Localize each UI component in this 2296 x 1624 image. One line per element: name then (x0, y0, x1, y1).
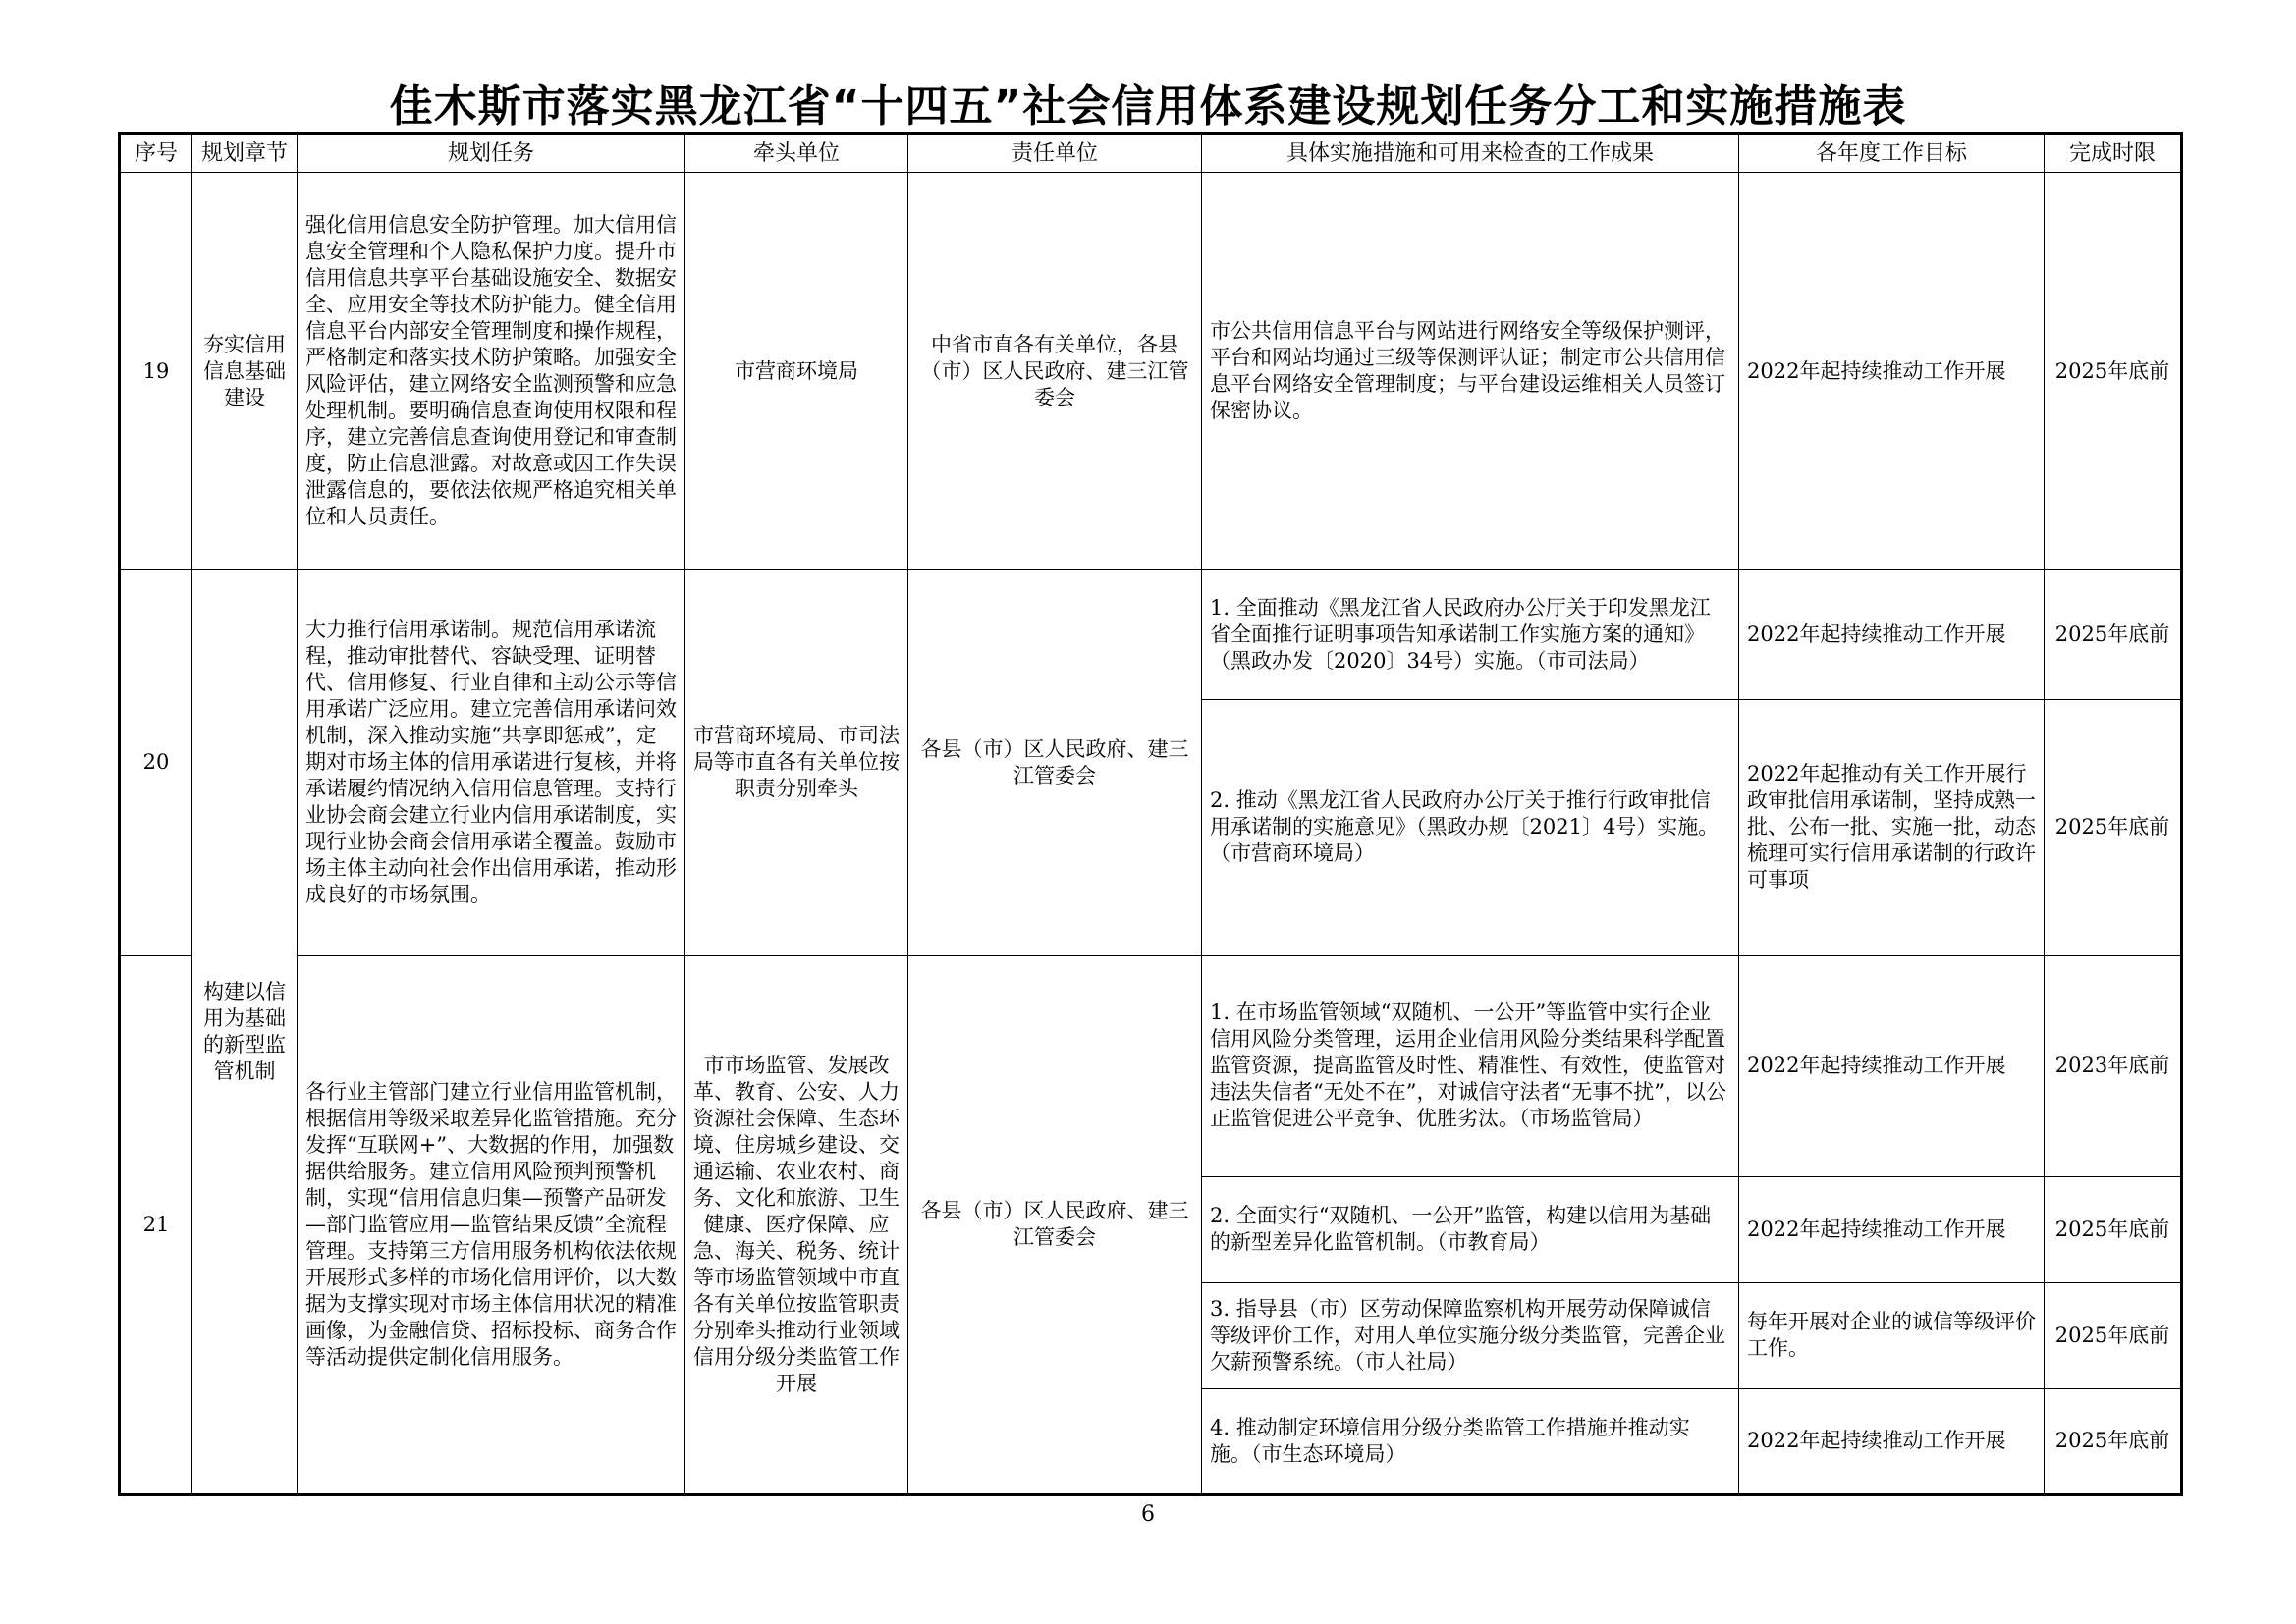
header-deadline: 完成时限 (2045, 134, 2182, 173)
table-row (120, 173, 2182, 570)
row-deadline: 2025年底前 (2045, 570, 2182, 700)
row-goal: 2022年起持续推动工作开展 (1739, 1388, 2045, 1494)
row-task: 强化信用信息安全防护管理。加大信用信息安全管理和个人隐私保护力度。提升市信用信息共享平台基础设施安全、数据安全、应用安全等技术防护能力。健全信用信息平台内部安全管理制度和操作规程，严格制定和落实技术防护策略。加强安全风险评估，建立网络安全监测预警和应急处理机制。要明确信息查询使用权限和程序，建立完善信息查询使用登记和审查制度，防止信息泄露。对故意或因工作失误泄露信息的，要依法依规严格追究相关单位和人员责任。 (298, 173, 685, 570)
row-no: 19 (120, 173, 192, 570)
header-goal: 各年度工作目标 (1739, 134, 2045, 173)
row-goal: 每年开展对企业的诚信等级评价工作。 (1739, 1282, 2045, 1388)
table-row (120, 955, 2182, 1176)
row-no: 20 (120, 570, 192, 955)
row-deadline: 2025年底前 (2045, 1282, 2182, 1388)
row-lead: 市营商环境局、市司法局等市直各有关单位按职责分别牵头 (685, 570, 908, 955)
page-number: 6 (1141, 1502, 1155, 1527)
row-goal: 2022年起推动有关工作开展行政审批信用承诺制，坚持成熟一批、公布一批、实施一批，动态梳理可实行信用承诺制的行政许可事项 (1739, 700, 2045, 955)
row-goal: 2022年起持续推动工作开展 (1739, 955, 2045, 1176)
header-chapter: 规划章节 (192, 134, 298, 173)
row-measure: 市公共信用信息平台与网站进行网络安全等级保护测评，平台和网站均通过三级等保测评认证；制定市公共信用信息平台网络安全管理制度；与平台建设运维相关人员签订保密协议。 (1202, 173, 1739, 570)
row-deadline: 2023年底前 (2045, 955, 2182, 1176)
task-table (118, 132, 2183, 1496)
row-goal: 2022年起持续推动工作开展 (1739, 570, 2045, 700)
header-lead: 牵头单位 (685, 134, 908, 173)
row-deadline: 2025年底前 (2045, 173, 2182, 570)
row-deadline: 2025年底前 (2045, 1176, 2182, 1282)
page-title: 佳木斯市落实黑龙江省“十四五”社会信用体系建设规划任务分工和实施措施表 (389, 81, 1907, 132)
header-no: 序号 (120, 134, 192, 173)
header-responsible: 责任单位 (908, 134, 1202, 173)
row-measure: 3. 指导县（市）区劳动保障监察机构开展劳动保障诚信等级评价工作，对用人单位实施分级分类监管，完善企业欠薪预警系统。（市人社局） (1202, 1282, 1739, 1388)
row-chapter: 构建以信用为基础的新型监管机制 (192, 570, 298, 1495)
row-deadline: 2025年底前 (2045, 1388, 2182, 1494)
row-task: 大力推行信用承诺制。规范信用承诺流程，推动审批替代、容缺受理、证明替代、信用修复、行业自律和主动公示等信用承诺广泛应用。建立完善信用承诺问效机制，深入推动实施“共享即惩戒”，定期对市场主体的信用承诺进行复核，并将承诺履约情况纳入信用信息管理。支持行业协会商会建立行业内信用承诺制度，实现行业协会商会信用承诺全覆盖。鼓励市场主体主动向社会作出信用承诺，推动形成良好的市场氛围。 (298, 570, 685, 955)
row-measure: 2. 全面实行“双随机、一公开”监管，构建以信用为基础的新型差异化监管机制。（市教育局） (1202, 1176, 1739, 1282)
row-responsible: 各县（市）区人民政府、建三江管委会 (908, 570, 1202, 955)
row-chapter: 夯实信用信息基础建设 (192, 173, 298, 570)
row-lead: 市营商环境局 (685, 173, 908, 570)
row-no: 21 (120, 955, 192, 1494)
row-lead: 市市场监管、发展改革、教育、公安、人力资源社会保障、生态环境、住房城乡建设、交通运输、农业农村、商务、文化和旅游、卫生健康、医疗保障、应急、海关、税务、统计等市场监管领域中市直各有关单位按监管职责分别牵头推动行业领域信用分级分类监管工作开展 (685, 955, 908, 1494)
row-deadline: 2025年底前 (2045, 700, 2182, 955)
header-measures: 具体实施措施和可用来检查的工作成果 (1202, 134, 1739, 173)
row-goal: 2022年起持续推动工作开展 (1739, 173, 2045, 570)
row-measure: 2. 推动《黑龙江省人民政府办公厅关于推行行政审批信用承诺制的实施意见》（黑政办规〔2021〕4号）实施。（市营商环境局） (1202, 700, 1739, 955)
row-measure: 4. 推动制定环境信用分级分类监管工作措施并推动实施。（市生态环境局） (1202, 1388, 1739, 1494)
header-task: 规划任务 (298, 134, 685, 173)
row-measure: 1. 全面推动《黑龙江省人民政府办公厅关于印发黑龙江省全面推行证明事项告知承诺制工作实施方案的通知》（黑政办发〔2020〕34号）实施。（市司法局） (1202, 570, 1739, 700)
row-responsible: 中省市直各有关单位，各县（市）区人民政府、建三江管委会 (908, 173, 1202, 570)
row-measure: 1. 在市场监管领域“双随机、一公开”等监管中实行企业信用风险分类管理，运用企业信用风险分类结果科学配置监管资源，提高监管及时性、精准性、有效性，使监管对违法失信者“无处不在”，对诚信守法者“无事不扰”，以公正监管促进公平竞争、优胜劣汰。（市场监管局） (1202, 955, 1739, 1176)
table-header-row (120, 134, 2182, 173)
table-row (120, 570, 2182, 700)
row-task: 各行业主管部门建立行业信用监管机制，根据信用等级采取差异化监管措施。充分发挥“互联网+”、大数据的作用，加强数据供给服务。建立信用风险预判预警机制，实现“信用信息归集—预警产品研发—部门监管应用—监管结果反馈”全流程管理。支持第三方信用服务机构依法依规开展形式多样的市场化信用评价，以大数据为支撑实现对市场主体信用状况的精准画像，为金融信贷、招标投标、商务合作等活动提供定制化信用服务。 (298, 955, 685, 1494)
row-goal: 2022年起持续推动工作开展 (1739, 1176, 2045, 1282)
row-responsible: 各县（市）区人民政府、建三江管委会 (908, 955, 1202, 1494)
